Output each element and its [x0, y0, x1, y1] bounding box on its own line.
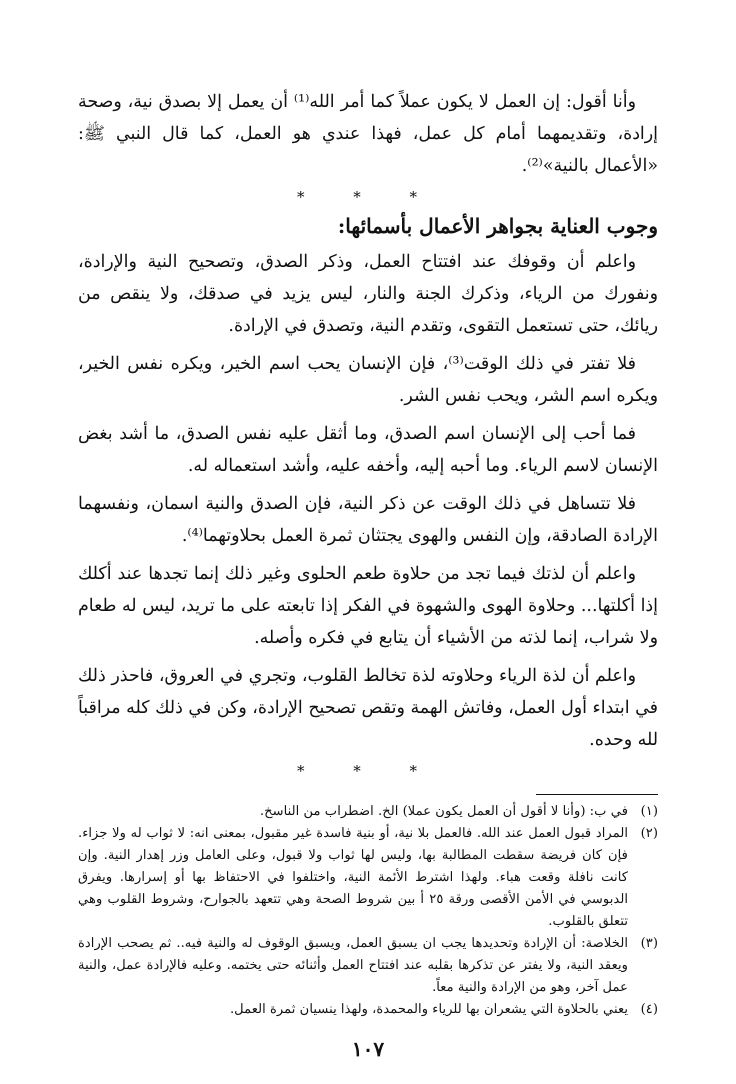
- footnote-number: (٢): [640, 826, 658, 841]
- paragraph: فلا تفتر في ذلك الوقت⁽³⁾، فإن الإنسان يحب اسم الخير، ويكره نفس الخير، ويكره اسم الشر، ويحب نفس الشر.: [78, 354, 658, 406]
- top-text: [78, 86, 658, 182]
- footnote: [78, 801, 658, 823]
- paragraph: واعلم أن لذتك فيما تجد من حلاوة طعم الحلوى وغير ذلك إنما تجدها عند أكلك إذا أكلتها... وحلاوة الهوى والشهوة في الفكر إذا تابعته على ما تريد، ليس له طعام ولا شراب، إنما لذته من الأشياء أن يتابع في فكره وأصله.: [78, 564, 658, 648]
- footnote-number: (٤): [640, 1002, 658, 1017]
- footnote-number: (٣): [640, 936, 658, 951]
- page-number: ١٠٧: [351, 1037, 385, 1061]
- footnote: [78, 999, 658, 1021]
- footnote-divider: [536, 794, 658, 795]
- footnote-number: (١): [640, 804, 658, 819]
- footnote-text: في ب: (وأنا لا أقول أن العمل يكون عملا) الخ. اضطراب من الناسخ.: [259, 804, 628, 819]
- footnote-text: الخلاصة: أن الإرادة وتحديدها يجب ان يسبق العمل، ويسبق الوقوف له والنية فيه.. ثم يصحب الإرادة ويعقد النية، ولا يفتر عن تذكرها بقلبه عند افتتاح العمل وأثنائه حتى يختمه. وعليه فالإرادة عمل، والنية عمل آخر، وهو من الإرادة والنية معاً.: [78, 936, 628, 995]
- paragraph: فلا تتساهل في ذلك الوقت عن ذكر النية، فإن الصدق والنية اسمان، ونفسهما الإرادة الصادقة، وإن النفس والهوى يجتثان ثمرة العمل بحلاوتهما⁽⁴⁾.: [78, 494, 658, 546]
- footnote-text: يعني بالحلاوة التي يشعران بها للرياء والمحمدة، ولهذا ينسيان ثمرة العمل.: [229, 1002, 628, 1017]
- footnote: [78, 823, 658, 933]
- footnotes: [78, 801, 658, 1021]
- footnote-text: المراد قبول العمل عند الله. فالعمل بلا نية، أو بنية فاسدة غير مقبول، بمعنى انه: لا ثواب له ولا جزاء. فإن كان فريضة سقطت المطالبة بها، وليس لها ثواب ولا قبول، وعلى العامل وزر إهدار النية. وإن كانت نافلة وقعت هباء. ولهذا اشترط الأئمة النية، واختلفوا في الاحتفاظ بها أو إسرارها. ويفرق الدبوسي في الأمن الأقصى ورقة ٢٥ أ بين شروط الصحة وهي تتعهد بالجوارح، وشروط القلوب وهي تتعلق بالقلوب.: [78, 826, 628, 929]
- paragraph: واعلم أن وقوفك عند افتتاح العمل، وذكر الصدق، وتصحيح النية والإرادة، ونفورك من الرياء، وذكرك الجنة والنار، ليس يزيد في صدقك، ولا ينقص من ريائك، حتى تستعمل التقوى، وتقدم النية، وتصدق في الإرادة.: [78, 252, 658, 336]
- section-separator: * * *: [296, 762, 440, 780]
- paragraph: وأنا أقول: إن العمل لا يكون عملاً كما أمر الله⁽¹⁾ أن يعمل إلا بصدق نية، وصحة إرادة، وتقديمهما أمام كل عمل، فهذا عندي هو العمل، كما قال النبي ﷺ: «الأعمال بالنية»⁽²⁾.: [78, 92, 658, 176]
- footnote: [78, 933, 658, 999]
- paragraph: واعلم أن لذة الرياء وحلاوته لذة تخالط القلوب، وتجري في العروق، فاحذر ذلك في ابتداء أول العمل، وفاتش الهمة وتقص تصحيح الإرادة، وكن في ذلك كله مراقباً لله وحده.: [78, 666, 658, 750]
- section-text: [78, 246, 658, 756]
- paragraph: فما أحب إلى الإنسان اسم الصدق، وما أثقل عليه نفس الصدق، ما أشد بغض الإنسان لاسم الرياء. وما أحبه إليه، وأخفه عليه، وأشد استعماله له.: [78, 424, 658, 476]
- section-heading: وجوب العناية بجواهر الأعمال بأسمائها:: [337, 214, 658, 238]
- section-separator: * * *: [296, 188, 440, 206]
